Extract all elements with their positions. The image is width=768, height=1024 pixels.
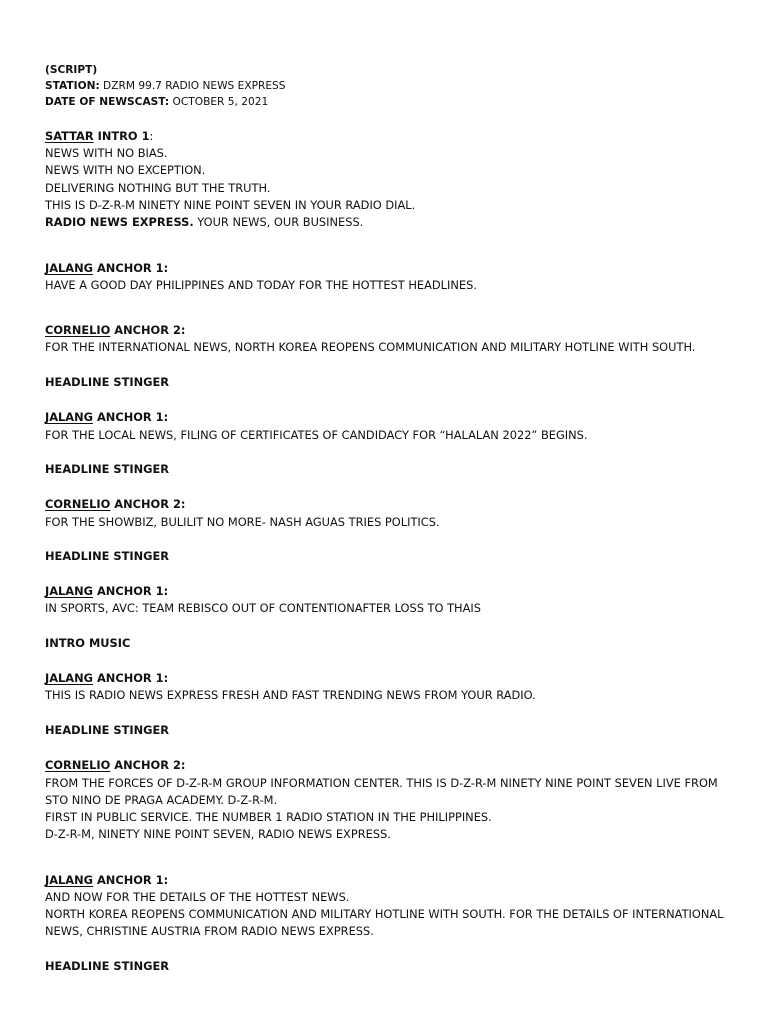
script-line: IN SPORTS, AVC: TEAM REBISCO OUT OF CONTENTIONAFTER LOSS TO THAIS xyxy=(45,601,482,615)
script-label: (SCRIPT) xyxy=(45,64,98,76)
speaker-heading xyxy=(45,757,724,774)
speaker-heading xyxy=(45,322,724,339)
script-line: FROM THE FORCES OF D-Z-R-M GROUP INFORMATION CENTER. THIS IS D-Z-R-M NINETY NINE POINT SEVEN LIVE FROM xyxy=(45,776,718,790)
speaker-name: JALANG xyxy=(45,584,94,598)
script-line: FOR THE SHOWBIZ, BULILIT NO MORE- NASH AGUAS TRIES POLITICS. xyxy=(45,515,440,529)
script-line: NEWS WITH NO EXCEPTION. xyxy=(45,163,206,177)
script-line: THIS IS RADIO NEWS EXPRESS FRESH AND FAST TRENDING NEWS FROM YOUR RADIO. xyxy=(45,688,536,702)
speaker-role: ANCHOR 1: xyxy=(93,671,169,685)
station-value: DZRM 99.7 RADIO NEWS EXPRESS xyxy=(99,80,286,92)
speaker-name: CORNELIO xyxy=(45,497,111,511)
date-label: DATE OF NEWSCAST: xyxy=(45,96,170,108)
speaker-name: CORNELIO xyxy=(45,758,111,772)
speaker-role: ANCHOR 1: xyxy=(93,410,169,424)
speaker-name: SATTAR xyxy=(45,129,94,143)
speaker-role: ANCHOR 1: xyxy=(93,584,169,598)
speaker-heading xyxy=(45,670,724,687)
cue-line: HEADLINE STINGER xyxy=(45,723,170,737)
script-line: FOR THE INTERNATIONAL NEWS, NORTH KOREA REOPENS COMMUNICATION AND MILITARY HOTLINE WITH SOUTH. xyxy=(45,340,696,354)
speaker-role: ANCHOR 2: xyxy=(110,758,186,772)
script-line: FIRST IN PUBLIC SERVICE. THE NUMBER 1 RADIO STATION IN THE PHILIPPINES. xyxy=(45,810,492,824)
speaker-heading xyxy=(45,409,724,426)
cue-line: HEADLINE STINGER xyxy=(45,375,170,389)
script-line: STO NINO DE PRAGA ACADEMY. D-Z-R-M. xyxy=(45,793,278,807)
script-line: FOR THE LOCAL NEWS, FILING OF CERTIFICATES OF CANDIDACY FOR “HALALAN 2022” BEGINS. xyxy=(45,428,588,442)
script-line: DELIVERING NOTHING BUT THE TRUTH. xyxy=(45,181,271,195)
cue-line: HEADLINE STINGER xyxy=(45,959,170,973)
speaker-role: INTRO 1 xyxy=(93,129,150,143)
speaker-name: JALANG xyxy=(45,410,94,424)
speaker-heading xyxy=(45,872,724,889)
speaker-name: CORNELIO xyxy=(45,323,111,337)
speaker-heading xyxy=(45,496,724,513)
speaker-role: ANCHOR 2: xyxy=(110,497,186,511)
script-line: NEWS WITH NO BIAS. xyxy=(45,146,168,160)
tagline-bold: RADIO NEWS EXPRESS. xyxy=(45,215,194,229)
station-line xyxy=(45,79,724,95)
speaker-name: JALANG xyxy=(45,873,94,887)
cue-line: INTRO MUSIC xyxy=(45,636,131,650)
speaker-colon: : xyxy=(149,129,154,143)
date-value: OCTOBER 5, 2021 xyxy=(169,96,269,108)
tagline-rest: YOUR NEWS, OUR BUSINESS. xyxy=(193,215,364,229)
tagline xyxy=(45,214,724,231)
script-line: NORTH KOREA REOPENS COMMUNICATION AND MILITARY HOTLINE WITH SOUTH. FOR THE DETAILS OF INTERNATIONAL xyxy=(45,907,724,921)
script-line: NEWS, CHRISTINE AUSTRIA FROM RADIO NEWS EXPRESS. xyxy=(45,924,374,938)
script-line: AND NOW FOR THE DETAILS OF THE HOTTEST NEWS. xyxy=(45,890,350,904)
speaker-role: ANCHOR 2: xyxy=(110,323,186,337)
speaker-name: JALANG xyxy=(45,261,94,275)
speaker-name: JALANG xyxy=(45,671,94,685)
cue-line: HEADLINE STINGER xyxy=(45,462,170,476)
script-line: THIS IS D-Z-R-M NINETY NINE POINT SEVEN IN YOUR RADIO DIAL. xyxy=(45,198,416,212)
speaker-heading xyxy=(45,260,724,277)
speaker-role: ANCHOR 1: xyxy=(93,873,169,887)
speaker-role: ANCHOR 1: xyxy=(93,261,169,275)
script-line: HAVE A GOOD DAY PHILIPPINES AND TODAY FOR THE HOTTEST HEADLINES. xyxy=(45,278,477,292)
date-line xyxy=(45,95,724,111)
cue-line: HEADLINE STINGER xyxy=(45,549,170,563)
speaker-heading xyxy=(45,128,724,145)
script-line: D-Z-R-M, NINETY NINE POINT SEVEN, RADIO NEWS EXPRESS. xyxy=(45,827,391,841)
station-label: STATION: xyxy=(45,80,100,92)
speaker-heading xyxy=(45,583,724,600)
